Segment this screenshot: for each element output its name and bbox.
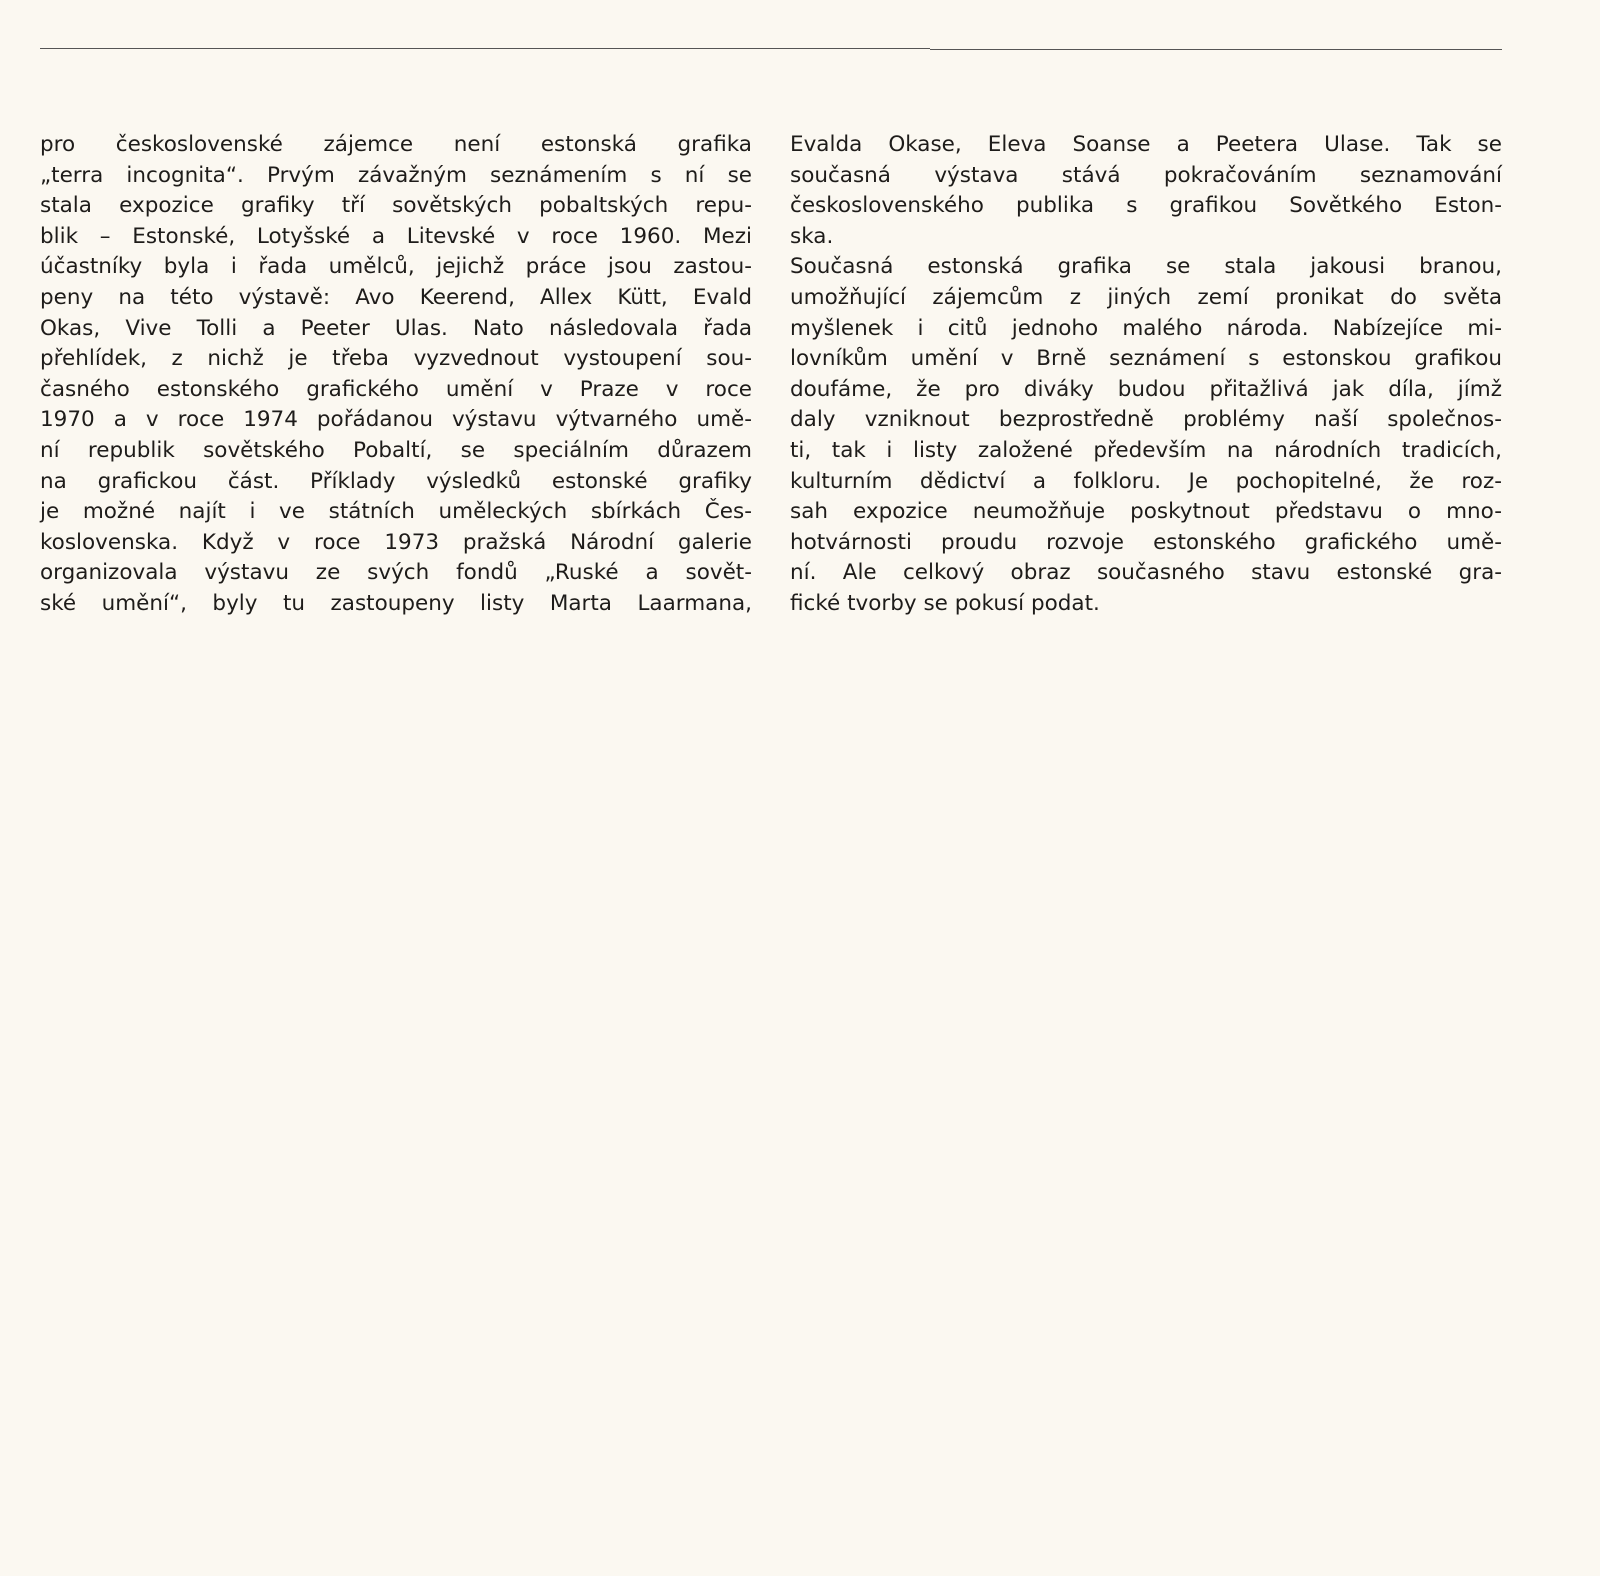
text-line: fické tvorby se pokusí podat.	[790, 590, 1100, 616]
text-line: ní republik sovětského Pobaltí, se speciálním důrazem	[40, 437, 752, 463]
text-line: Současná estonská grafika se stala jakousi branou,	[790, 254, 1502, 280]
text-line: sah expozice neumožňuje poskytnout představu o mno-	[790, 499, 1502, 525]
text-line: myšlenek i citů jednoho malého národa. Nabízejíce mi-	[790, 315, 1502, 341]
text-line: československého publika s grafikou Sovětkého Eston-	[790, 193, 1502, 219]
text-line: lovníkům umění v Brně seznámení s estonskou grafikou	[790, 346, 1502, 372]
text-line: přehlídek, z nichž je třeba vyzvednout vystoupení sou-	[40, 346, 752, 372]
text-line: doufáme, že pro diváky budou přitažlivá jak díla, jímž	[790, 376, 1502, 402]
left-text-column	[40, 130, 752, 620]
text-line: stala expozice grafiky tří sovětských pobaltských repu-	[40, 193, 752, 219]
text-line: Okas, Vive Tolli a Peeter Ulas. Nato následovala řada	[40, 315, 752, 341]
text-line: Evalda Okase, Eleva Soanse a Peetera Ulase. Tak se	[790, 132, 1502, 157]
text-line: peny na této výstavě: Avo Keerend, Allex Kütt, Evald	[40, 284, 752, 310]
text-line: účastníky byla i řada umělců, jejichž práce jsou zastou-	[40, 254, 752, 280]
text-line: hotvárnosti proudu rozvoje estonského grafického umě-	[790, 529, 1502, 555]
text-line: na grafickou část. Příklady výsledků estonské grafiky	[40, 468, 752, 494]
text-line: je možné najít i ve státních uměleckých sbírkách Čes-	[40, 499, 752, 525]
text-line: ní. Ale celkový obraz současného stavu estonské gra-	[790, 560, 1502, 586]
text-line: umožňující zájemcům z jiných zemí pronikat do světa	[790, 284, 1502, 310]
text-line: současná výstava stává pokračováním seznamování	[790, 162, 1502, 188]
text-line: organizovala výstavu ze svých fondů „Ruské a sovět-	[40, 560, 752, 586]
text-line: ti, tak i listy založené především na národních tradicích,	[790, 437, 1502, 463]
right-text-column	[790, 130, 1502, 620]
text-line: daly vzniknout bezprostředně problémy naší společnos-	[790, 407, 1502, 433]
text-line: 1970 a v roce 1974 pořádanou výstavu výtvarného umě-	[40, 407, 752, 433]
text-line: kulturním dědictví a folkloru. Je pochopitelné, že roz-	[790, 468, 1502, 494]
top-rule-left	[40, 48, 930, 49]
text-line: ské umění“, byly tu zastoupeny listy Marta Laarmana,	[40, 590, 752, 616]
text-line: ska.	[790, 223, 834, 249]
text-line: časného estonského grafického umění v Praze v roce	[40, 376, 752, 402]
text-line: pro československé zájemce není estonská grafika	[40, 132, 752, 157]
text-line: „terra incognita“. Prvým závažným seznámením s ní se	[40, 162, 752, 188]
text-line: koslovenska. Když v roce 1973 pražská Národní galerie	[40, 529, 752, 555]
text-line: blik – Estonské, Lotyšské a Litevské v roce 1960. Mezi	[40, 223, 752, 249]
top-rule-right	[930, 49, 1502, 50]
